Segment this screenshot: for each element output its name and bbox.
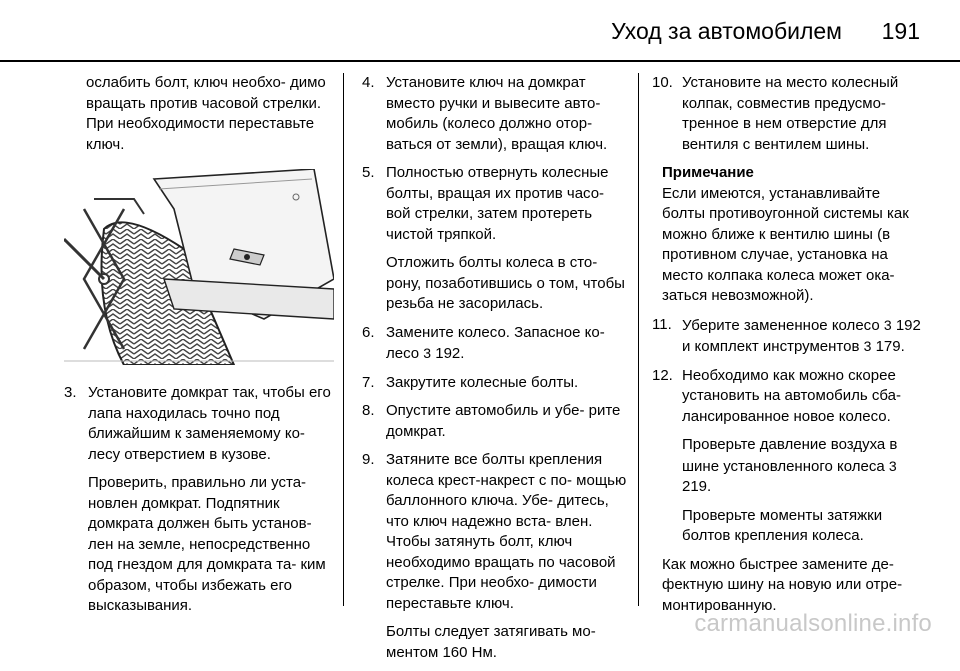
step-text: Полностью отвернуть колесные болты, вращая их против часо- вой стрелки, затем протереть чистой тряпкой.: [386, 164, 609, 243]
step-number: 10.: [652, 74, 673, 91]
intro-paragraph: ослабить болт, ключ необхо- димо вращать против часовой стрелки. При необходимости переставьте ключ.: [86, 74, 326, 153]
step-number: 11.: [652, 315, 672, 333]
step-text: Опустите автомобиль и убе- рите домкрат.: [386, 402, 621, 440]
step-subtext: Болты следует затягивать мо- ментом 160 Нм.: [386, 623, 596, 661]
step-12: [652, 366, 922, 547]
step-number: 3.: [64, 384, 77, 401]
reference-page: 192: [895, 316, 921, 334]
page-title: Уход за автомобилем: [611, 18, 842, 44]
reference-page: 219.: [682, 478, 712, 495]
step-text: Необходимо как можно скорее установить на автомобиль сба- лансированное новое колесо.: [682, 366, 901, 425]
reference-page: 192.: [435, 345, 465, 362]
step-text: Установите домкрат так, чтобы его лапа находилась точно под ближайшим к заменяемому ко- лесу отверстием в кузове.: [88, 384, 331, 463]
note-heading: Примечание: [662, 164, 754, 181]
step-text: Установите ключ на домкрат вместо ручки и вывесите авто- мобиль (колесо должно отор- ваться от земли), вращая ключ.: [386, 74, 608, 153]
reference-arrow-icon: 3: [883, 316, 892, 333]
page-reference-link[interactable]: [884, 317, 921, 334]
step-subtext: Проверьте давление воздуха в шине установленного колеса: [682, 436, 898, 475]
step-text-middle: и комплект инструментов: [682, 338, 860, 355]
step-6: [362, 323, 630, 365]
reference-page: 179.: [875, 338, 905, 355]
column-divider-1: [343, 73, 344, 606]
step-text: Уберите замененное колесо: [682, 316, 880, 334]
step-subtext: Отложить болты колеса в сто- рону, позаботившись о том, чтобы резьба не засорилась.: [386, 254, 625, 312]
step-number: 12.: [652, 366, 673, 384]
step-number: 9.: [362, 451, 375, 468]
note-text: Если имеются, устанавливайте болты противоугонной системы как можно ближе к вентилю шины (в противном случае, установка на место колпака колеса может ока- заться невозможной).: [662, 184, 909, 304]
step-9: [362, 450, 630, 663]
column-3: [652, 73, 922, 624]
step-number: 8.: [362, 402, 375, 419]
header-divider: [0, 60, 960, 62]
step-text: Затяните все болты крепления колеса крест-накрест с по- мощью баллонного ключа. Убе- дитесь, что ключ надежно вста- влен. Чтобы затянуть болт, ключ необходимо вращать по часовой стрелке. При необхо- димости переставьте ключ.: [386, 451, 627, 612]
step-subtext: Проверьте моменты затяжки болтов крепления колеса.: [682, 506, 883, 544]
step-number: 6.: [362, 323, 375, 341]
step-8: [362, 401, 630, 442]
closing-paragraph: Как можно быстрее замените де- фектную шину на новую или отре- монтированную.: [662, 555, 903, 614]
page-reference-link[interactable]: [864, 338, 905, 355]
page-header: [0, 0, 960, 62]
step-4: [362, 73, 630, 155]
reference-arrow-icon: 3: [863, 338, 872, 354]
step-3: [64, 383, 334, 617]
step-text: Закрутите колесные болты.: [386, 373, 579, 391]
column-divider-2: [638, 73, 639, 606]
step-number: 4.: [362, 74, 375, 91]
jack-illustration-drawing: [64, 169, 334, 365]
jack-illustration: [64, 169, 334, 365]
step-number: 5.: [362, 164, 375, 181]
page-reference-link[interactable]: [423, 345, 464, 362]
step-text: Замените колесо. Запасное ко- лесо: [386, 323, 605, 362]
page-number: 191: [881, 18, 920, 44]
reference-arrow-icon: 3: [888, 457, 897, 474]
step-7: [362, 373, 630, 394]
step-text-wrap: [386, 323, 630, 365]
step-10: [652, 73, 922, 155]
step-subtext: Проверить, правильно ли уста- новлен домкрат. Подпятник домкрата должен быть установ- лен на земле, непосредственно под гнездом для домкрата та- ким образом, чтобы избежать его высказывания.: [88, 474, 326, 614]
step-11: [652, 315, 922, 358]
step-subtext-wrap: [682, 435, 922, 498]
column-2: [362, 73, 630, 671]
step-text-wrap: [682, 315, 922, 358]
watermark-text: carmanualsonline.info: [694, 610, 932, 637]
reference-arrow-icon: 3: [423, 345, 432, 361]
step-text: Установите на место колесный колпак, совместив предусмо- тренное в нем отверстие для вентиля с вентилем шины.: [682, 74, 899, 153]
column-1: [64, 73, 334, 625]
step-number: 7.: [362, 373, 375, 391]
step-5: [362, 163, 630, 315]
